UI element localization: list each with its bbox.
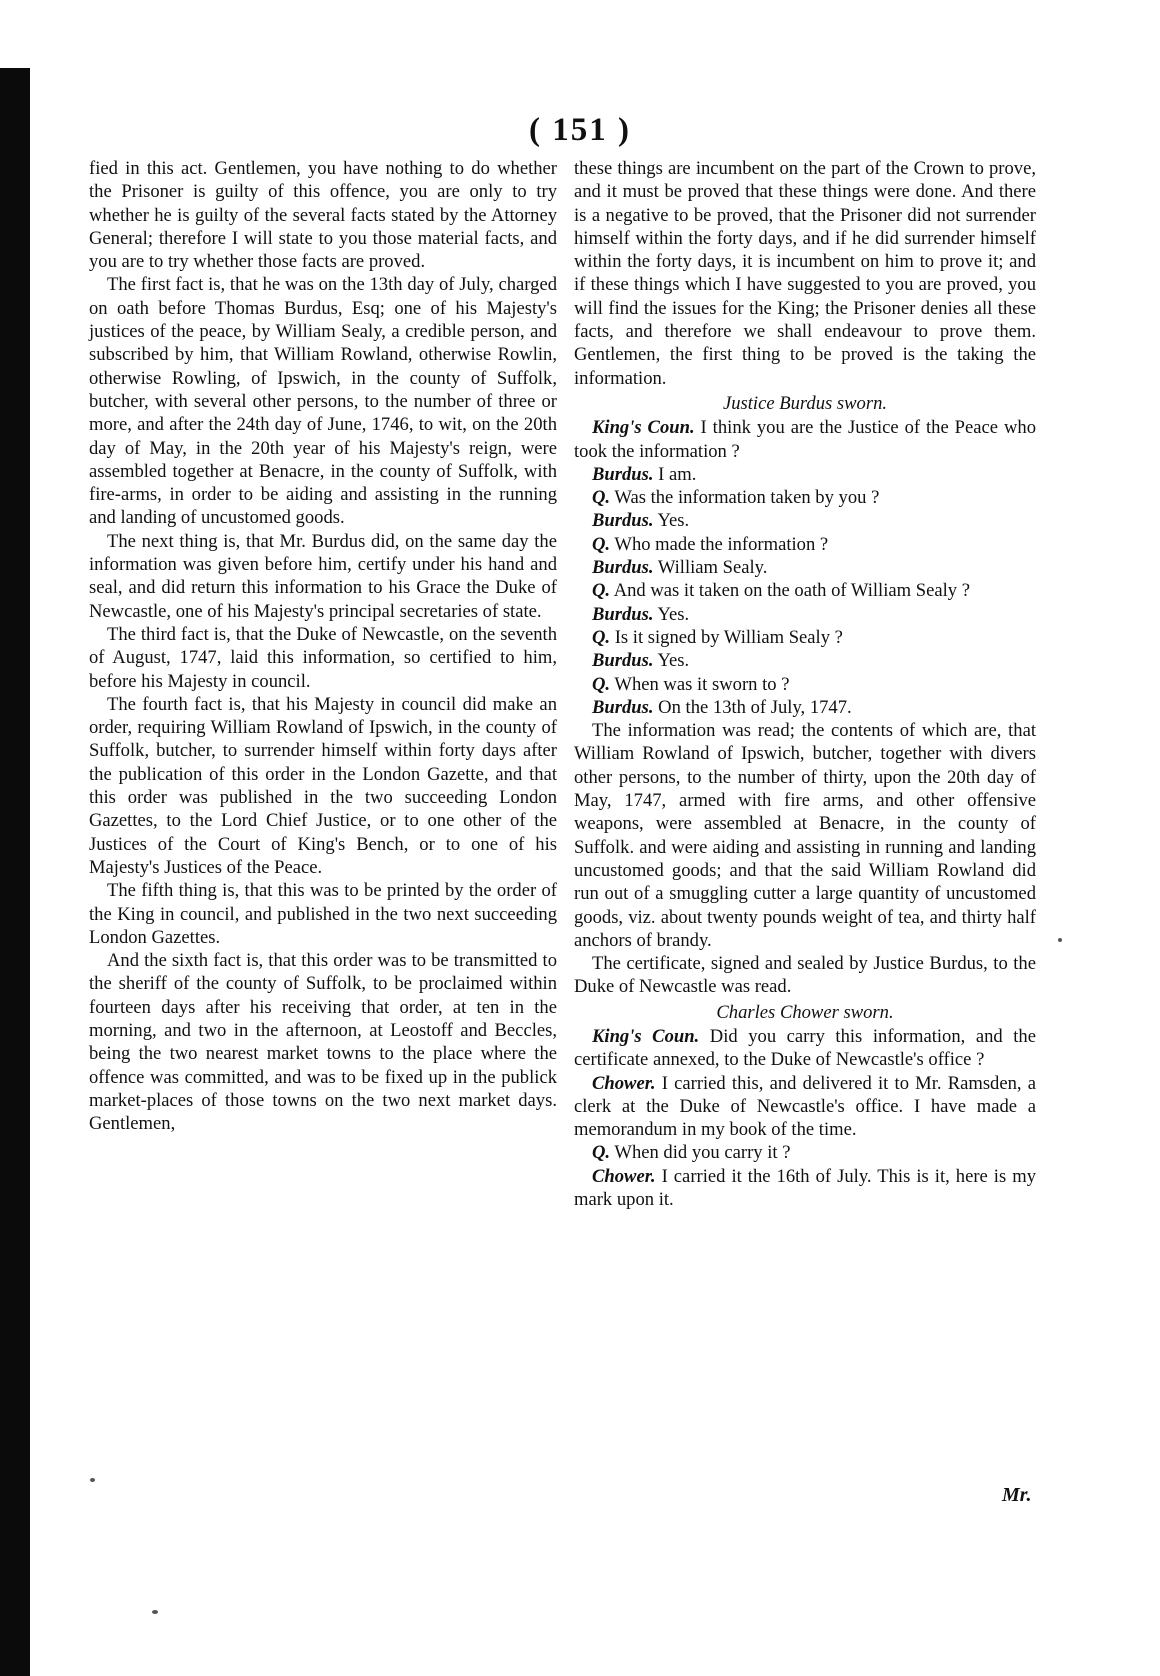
narrative-certificate-read: The certificate, signed and sealed by Justice Burdus, to the Duke of Newcastle was read. (574, 953, 1036, 998)
dialogue-line (574, 1141, 1036, 1164)
examination-chower (574, 1025, 1036, 1211)
left-paragraph: The fifth thing is, that this was to be printed by the order of the King in council, and published in the two next succeeding London Gazettes. (89, 880, 557, 948)
page-number: ( 151 ) (529, 112, 631, 148)
speaker-label: King's Coun. (592, 1025, 700, 1047)
speech-text: I think you are the Justice of the Peace who took the information ? (574, 417, 1036, 462)
catchword: Mr. (1002, 1484, 1032, 1506)
narrative-information-read: The information was read; the contents of which are, that William Rowland of Ipswich, butcher, together with divers other persons, to the number of thirty, upon the 20th day of May, 1747, armed with fire arms, and other offensive weapons, were assembled at Benacre, in the county of Suffolk. and were aiding and assisting in running and landing uncustomed goods; and that the said William Rowland did run out of a smuggling cutter a large quantity of uncustomed goods, viz. about twenty pounds weight of tea, and thirty half anchors of brandy. (574, 720, 1036, 951)
dialogue-line (574, 416, 1036, 463)
print-speck (90, 1478, 95, 1482)
speech-text: Yes. (653, 510, 690, 532)
left-paragraph: fied in this act. Gentlemen, you have nothing to do whether the Prisoner is guilty of this offence, you are only to try whether he is guilty of the several facts stated by the Attorney General; therefore I will state to you those material facts, and you are to try whether those facts are proved. (89, 158, 557, 273)
book-spine-shadow (0, 68, 30, 1676)
dialogue-line (574, 696, 1036, 719)
print-speck (152, 1610, 158, 1614)
speaker-label: Q. (592, 673, 611, 695)
speech-text: Yes. (653, 603, 690, 625)
speaker-label: Chower. (592, 1165, 656, 1187)
dialogue-line (574, 603, 1036, 626)
speaker-label: Q. (592, 626, 611, 648)
dialogue-line (574, 533, 1036, 556)
speaker-label: Q. (592, 487, 611, 509)
speaker-label: Chower. (592, 1072, 656, 1094)
speech-text: I am. (653, 463, 697, 485)
speech-text: On the 13th of July, 1747. (653, 696, 852, 718)
witness-heading-chower: Charles Chower sworn. (716, 1001, 894, 1023)
left-column (89, 157, 557, 1135)
left-paragraph: The third fact is, that the Duke of Newcastle, on the seventh of August, 1747, laid this information, so certified to him, before his Majesty in council. (89, 623, 557, 692)
dialogue-line (574, 556, 1036, 579)
left-paragraph: The next thing is, that Mr. Burdus did, on the same day the information was given before him, certify under his hand and seal, and did return this information to his Grace the Duke of Newcastle, one of his Majesty's principal secretaries of state. (89, 530, 557, 622)
right-intro-paragraph: these things are incumbent on the part of the Crown to prove, and it must be proved that these things were done. And there is a negative to be proved, that the Prisoner did not surrender himself within the forty days, and if he did surrender himself within the forty days, it is incumbent on him to prove it; and if these things which I have suggested to you are proved, you will find the issues for the King; the Prisoner denies all these facts, and therefore we shall endeavour to prove them. Gentlemen, the first thing to be proved is the taking the information. (574, 158, 1036, 389)
dialogue-line (574, 463, 1036, 486)
speech-text: Yes. (653, 650, 690, 672)
speech-text: William Sealy. (653, 557, 768, 579)
speaker-label: Burdus. (592, 603, 654, 625)
dialogue-line (574, 649, 1036, 672)
speech-text: I carried it the 16th of July. This is it, here is my mark upon it. (574, 1165, 1036, 1211)
speaker-label: King's Coun. (592, 417, 695, 439)
dialogue-line (574, 1072, 1036, 1142)
speech-text: When did you carry it ? (610, 1142, 791, 1164)
speaker-label: Q. (592, 580, 611, 602)
examination-burdus (574, 416, 1036, 719)
left-paragraph: The first fact is, that he was on the 13th day of July, charged on oath before Thomas Burdus, Esq; one of his Majesty's justices of the peace, by William Sealy, a credible person, and subscribed by him, that William Rowland, otherwise Rowlin, otherwise Rowling, of Ipswich, in the county of Suffolk, butcher, with several other persons, to the number of three or more, and after the 24th day of June, 1746, to wit, on the 20th day of May, in the 20th year of his Majesty's reign, were assembled together at Benacre, in the county of Suffolk, with fire-arms, in order to be aiding and assisting in the running and landing of uncustomed goods. (89, 274, 557, 529)
speech-text: I carried this, and delivered it to Mr. Ramsden, a clerk at the Duke of Newcastle's office. I have made a memorandum in my book of the time. (574, 1072, 1036, 1141)
dialogue-line (574, 1025, 1036, 1072)
dialogue-line (574, 509, 1036, 532)
witness-heading-burdus: Justice Burdus sworn. (722, 392, 888, 414)
speaker-label: Q. (592, 533, 611, 555)
right-column (574, 157, 1036, 1211)
speaker-label: Burdus. (592, 696, 654, 718)
speaker-label: Burdus. (592, 463, 654, 485)
speaker-label: Q. (592, 1142, 611, 1164)
speech-text: Who made the information ? (610, 533, 829, 555)
dialogue-line (574, 579, 1036, 602)
speaker-label: Burdus. (592, 557, 654, 579)
dialogue-line (574, 626, 1036, 649)
speech-text: Did you carry this information, and the certificate annexed, to the Duke of Newcastle's office ? (574, 1025, 1036, 1071)
left-paragraph: The fourth fact is, that his Majesty in council did make an order, requiring William Rowland of Ipswich, in the county of Suffolk, butcher, to surrender himself within forty days after the publication of this order in the London Gazette, and that this order was published in the two succeeding London Gazettes, to the Lord Chief Justice, or to one other of the Justices of the Court of King's Bench, or to one of his Majesty's Justices of the Peace. (89, 693, 557, 878)
print-speck (1058, 938, 1062, 942)
speech-text: And was it taken on the oath of William Sealy ? (610, 580, 970, 602)
dialogue-line (574, 486, 1036, 509)
speech-text: Is it signed by William Sealy ? (610, 626, 843, 648)
dialogue-line (574, 673, 1036, 696)
speaker-label: Burdus. (592, 510, 654, 532)
left-paragraph: And the sixth fact is, that this order was to be transmitted to the sheriff of the county of Suffolk, to be proclaimed within fourteen days after his receiving that order, at ten in the morning, and two in the afternoon, at Leostoff and Beccles, being the two nearest market towns to the place where the offence was committed, and was to be fixed up in the publick market-places of those towns on the two next market days. Gentlemen, (89, 950, 557, 1135)
speech-text: Was the information taken by you ? (610, 487, 880, 509)
dialogue-line (574, 1165, 1036, 1212)
speaker-label: Burdus. (592, 650, 654, 672)
speech-text: When was it sworn to ? (610, 673, 790, 695)
